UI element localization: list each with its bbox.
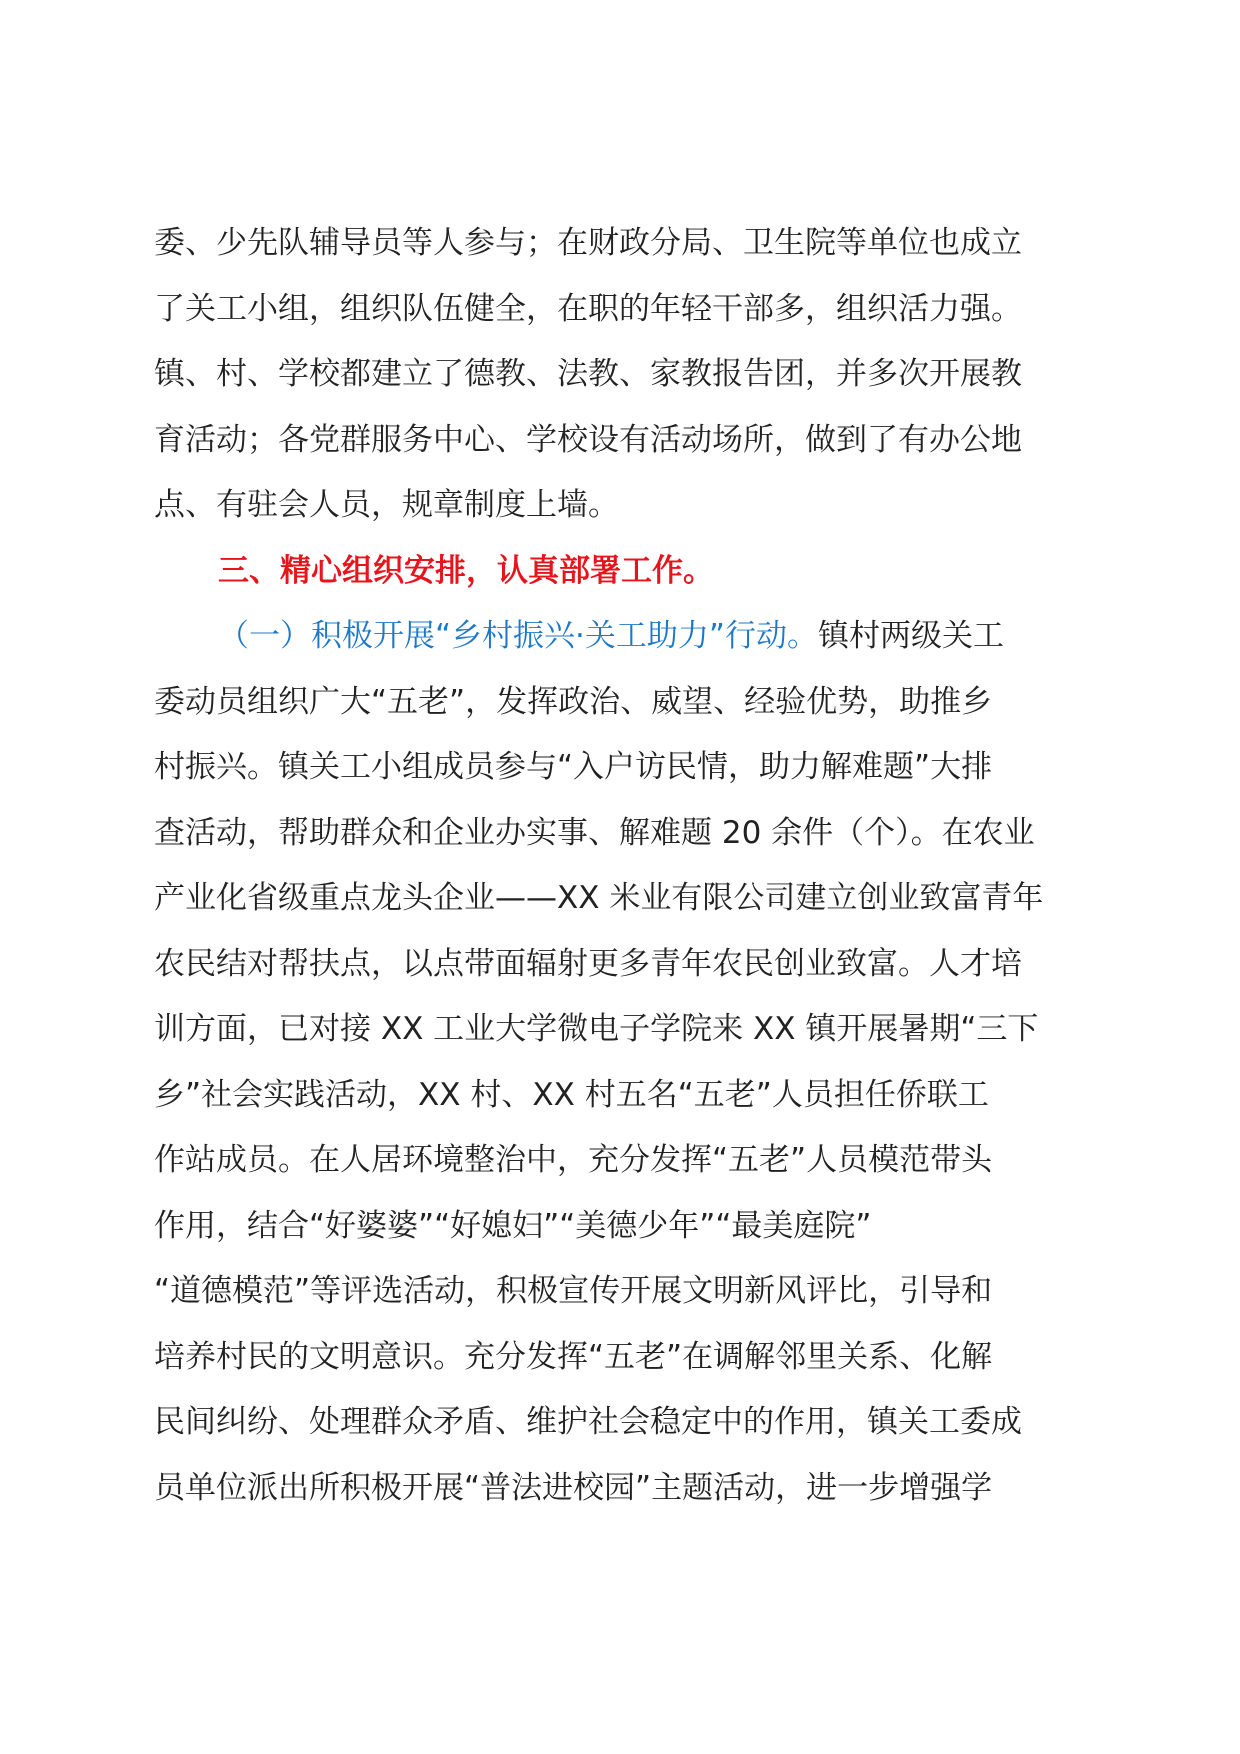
paragraph-line: 委、少先队辅导员等人参与；在财政分局、卫生院等单位也成立 — [154, 225, 1022, 261]
paragraph-line: 了关工小组，组织队伍健全，在职的年轻干部多，组织活力强。 — [154, 290, 1022, 327]
paragraph-line: 员单位派出所积极开展“普法进校园”主题活动，进一步增强学 — [154, 1469, 993, 1506]
paragraph-line: 查活动，帮助群众和企业办实事、解难题 20 余件（个）。在农业 — [154, 814, 1035, 851]
paragraph-line: “道德模范”等评选活动，积极宣传开展文明新风评比，引导和 — [154, 1273, 993, 1309]
paragraph-line: 镇、村、学校都建立了德教、法教、家教报告团，并多次开展教 — [154, 356, 1022, 392]
paragraph-line: 民间纠纷、处理群众矛盾、维护社会稳定中的作用，镇关工委成 — [154, 1404, 1022, 1440]
paragraph-line: 乡”社会实践活动，XX 村、XX 村五名“五老”人员担任侨联工 — [154, 1076, 989, 1113]
paragraph-line: 作用，结合“好婆婆”“好媳妇”“美德少年”“最美庭院” — [154, 1207, 872, 1244]
paragraph-line: 训方面，已对接 XX 工业大学微电子学院来 XX 镇开展暑期“三下 — [154, 1011, 1039, 1047]
paragraph-line: 委动员组织广大“五老”，发挥政治、威望、经验优势，助推乡 — [154, 683, 993, 720]
subheading-line — [154, 604, 1094, 670]
paragraph-line: 产业化省级重点龙头企业——XX 米业有限公司建立创业致富青年 — [154, 880, 1044, 916]
paragraph-line: 育活动；各党群服务中心、学校设有活动场所，做到了有办公地 — [154, 421, 1022, 458]
paragraph-line: 点、有驻会人员，规章制度上墙。 — [154, 487, 619, 523]
subheading: （一）积极开展“乡村振兴·关工助力”行动。 — [218, 618, 818, 654]
paragraph-line: 农民结对帮扶点，以点带面辐射更多青年农民创业致富。人才培 — [154, 945, 1022, 982]
paragraph-text: 镇村两级关工 — [817, 618, 1004, 654]
paragraph-line: 培养村民的文明意识。充分发挥“五老”在调解邻里关系、化解 — [154, 1338, 993, 1375]
paragraph-line: 作站成员。在人居环境整治中，充分发挥“五老”人员模范带头 — [154, 1142, 993, 1178]
section-heading: 三、精心组织安排，认真部署工作。 — [218, 552, 714, 589]
paragraph-line: 村振兴。镇关工小组成员参与“入户访民情，助力解难题”大排 — [154, 749, 993, 785]
document-body — [154, 211, 1094, 1521]
